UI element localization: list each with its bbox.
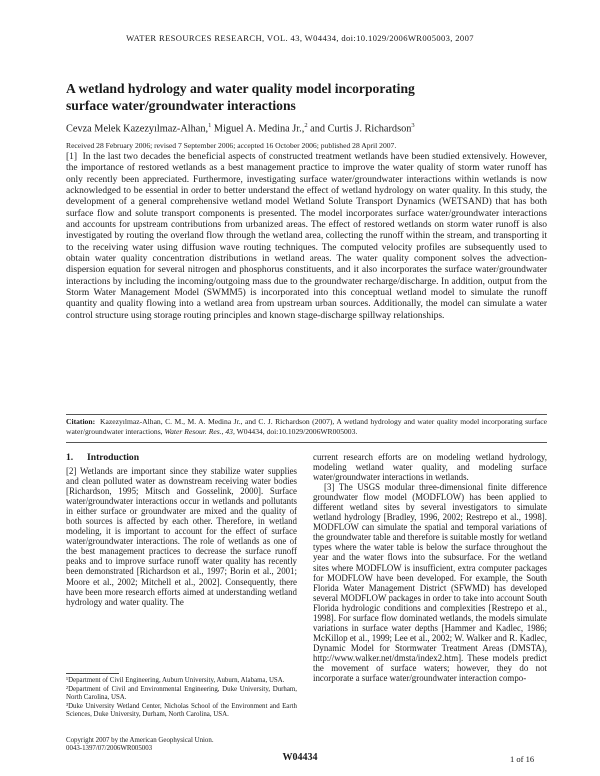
section-title: Introduction	[87, 452, 140, 463]
journal-header: WATER RESOURCES RESEARCH, VOL. 43, W04434, doi:10.1029/2006WR005003, 2007	[126, 33, 474, 43]
citation-label: Citation:	[66, 417, 96, 426]
paragraph-marker: [2]	[66, 466, 77, 476]
section-number: 1.	[66, 452, 74, 463]
author-2: Miguel A. Medina Jr.,	[211, 123, 305, 135]
copyright-line: Copyright 2007 by the American Geophysical Union.	[66, 737, 214, 744]
page-number: 1 of 16	[510, 754, 535, 764]
footnote-3: ³Duke University Wetland Center, Nicholas School of the Environment and Earth Sciences, Duke University, Durham, North Carolina, USA.	[66, 702, 297, 719]
issn-line: 0043-1397/07/2006WR005003	[66, 745, 153, 753]
citation-rule-bottom	[66, 442, 547, 443]
author-3: and Curtis J. Richardson	[307, 123, 412, 135]
author-2-affil: 2	[304, 122, 308, 129]
footnotes	[66, 677, 297, 720]
footnote-1: ¹Department of Civil Engineering, Auburn University, Auburn, Alabama, USA.	[66, 677, 285, 684]
abstract-text: In the last two decades the beneficial aspects of constructed treatment wetlands have been studied extensively. However, the importance of restored wetlands as a best management practice to improve the water quality of storm water runoff has only recently been appreciated. Furthermore, investigating surface water/groundwater interactions within wetlands is now acknowledged to be essential in order to better understand the effect of wetland hydrology on water quality. In this study, the development of a general comprehensive wetland model Wetland Solute Transport Dynamics (WETSAND) that has both surface flow and solute transport components is presented. The model incorporates surface water/groundwater interactions and accounts for upstream contributions from urbanized areas. The effect of restored wetlands on storm water runoff is also investigated by routing the overland flow through the wetland area, collecting the runoff within the stream, and transporting it to the receiving water using diffusion wave routing techniques. The computed velocity profiles are subsequently used to obtain water quality concentration distributions in wetland areas. The water quality component solves the advection-dispersion equation for several nitrogen and phosphorus constituents, and it also incorporates the surface water/groundwater interactions by including the incoming/outgoing mass due to the groundwater recharge/discharge. In addition, output from the Storm Water Management Model (SWMM5) is incorporated into this conceptual wetland model to simulate the runoff quantity and quality flowing into a wetland area from upstream urban sources. Additionally, the model can simulate a water control structure using storage routing principles and known stage-discharge spillway relationships.	[66, 152, 547, 321]
author-1-affil: 1	[208, 122, 212, 129]
author-3-affil: 3	[411, 122, 415, 129]
footnote-rule	[66, 673, 119, 674]
paragraph-marker-3: [3]	[324, 482, 335, 493]
paragraph-text-3: The USGS modular three-dimensional finite difference groundwater flow model (MODFLOW) has been applied to different wetland sites by several investigators to simulate wetland hydrology [Bradley, 1996, 2002; Restrepo et al., 1998]. MODFLOW can simulate the spatial and temporal variations of the groundwater table and therefore is suitable mostly for wetland types where the water table is below the surface throughout the year and the water flows into the subsurface. For the wetland sites where MODFLOW is insufficient, extra computer packages for MODFLOW have been developed. For example, the South Florida Water Management District (SFWMD) has developed several MODFLOW packages in order to take into account South Florida hydrologic conditions and complexities [Restrepo et al., 1998]. For surface flow dominated wetlands, the models simulate variations in surface water depths [Hammer and Kadlec, 1986; McKillop et al., 1999; Lee et al., 2002; W. Walker and R. Kadlec, Dynamic Model for Stormwater Treatment Areas (DMSTA), http://www.walker.net/dmsta/index2.htm]. These models predict the movement of surface waters; however, they do not incorporate a surface water/groundwater interaction compo-	[313, 482, 547, 684]
abstract	[66, 152, 547, 322]
title-line-2: surface water/groundwater interactions	[66, 98, 296, 113]
paper-title	[66, 80, 536, 114]
right-paragraph-continued: current research efforts are on modeling wetland hydrology, modeling wetland water quality, and modeling surface water/groundwater interactions in wetlands.	[313, 452, 547, 483]
author-1: Cevza Melek Kazezyılmaz-Alhan,	[66, 123, 209, 135]
title-line-1: A wetland hydrology and water quality model incorporating	[66, 81, 415, 96]
citation-text-2: W04434, doi:10.1029/2006WR005003.	[234, 427, 358, 437]
citation-rule-top	[66, 414, 547, 415]
received-dates: Received 28 February 2006; revised 7 September 2006; accepted 16 October 2006; published 28 April 2007.	[66, 141, 397, 150]
citation-block	[66, 417, 547, 437]
article-id: W04434	[282, 752, 318, 763]
citation-text-1: Kazezyılmaz-Alhan, C. M., M. A. Medina Jr., and C. J. Richardson (2007), A wetland hydrology and water quality model incorporating surface water/groundwater interactions,	[66, 417, 547, 437]
intro-paragraph	[66, 466, 297, 607]
right-paragraph-2	[313, 482, 547, 683]
paragraph-text: Wetlands are important since they stabilize water supplies and clean polluted water as downstream receiving water bodies [Richardson, 1995; Mitsch and Gosselink, 2000]. Surface water/groundwater interactions occur in wetlands and pollutants in either surface or groundwater are mixed and the quality of both sources is affected by each other. Therefore, in wetland modeling, it is important to account for the effect of surface water/groundwater interactions. The role of wetlands as one of the best management practices to decrease the surface runoff peaks and to improve surface runoff water quality has recently been demonstrated [Richardson et al., 1997; Borin et al., 2001; Moore et al., 2002; Mitchell et al., 2002]. Consequently, there have been more research efforts aimed at understanding wetland hydrology and water quality. The	[66, 466, 297, 607]
citation-journal: Water Resour. Res., 43,	[164, 427, 235, 437]
footnote-2: ²Department of Civil and Environmental Engineering, Duke University, Durham, North Carolina, USA.	[66, 685, 297, 702]
section-heading	[66, 452, 139, 463]
author-list	[66, 122, 546, 134]
abstract-marker: [1]	[66, 152, 78, 162]
right-column	[313, 452, 547, 683]
